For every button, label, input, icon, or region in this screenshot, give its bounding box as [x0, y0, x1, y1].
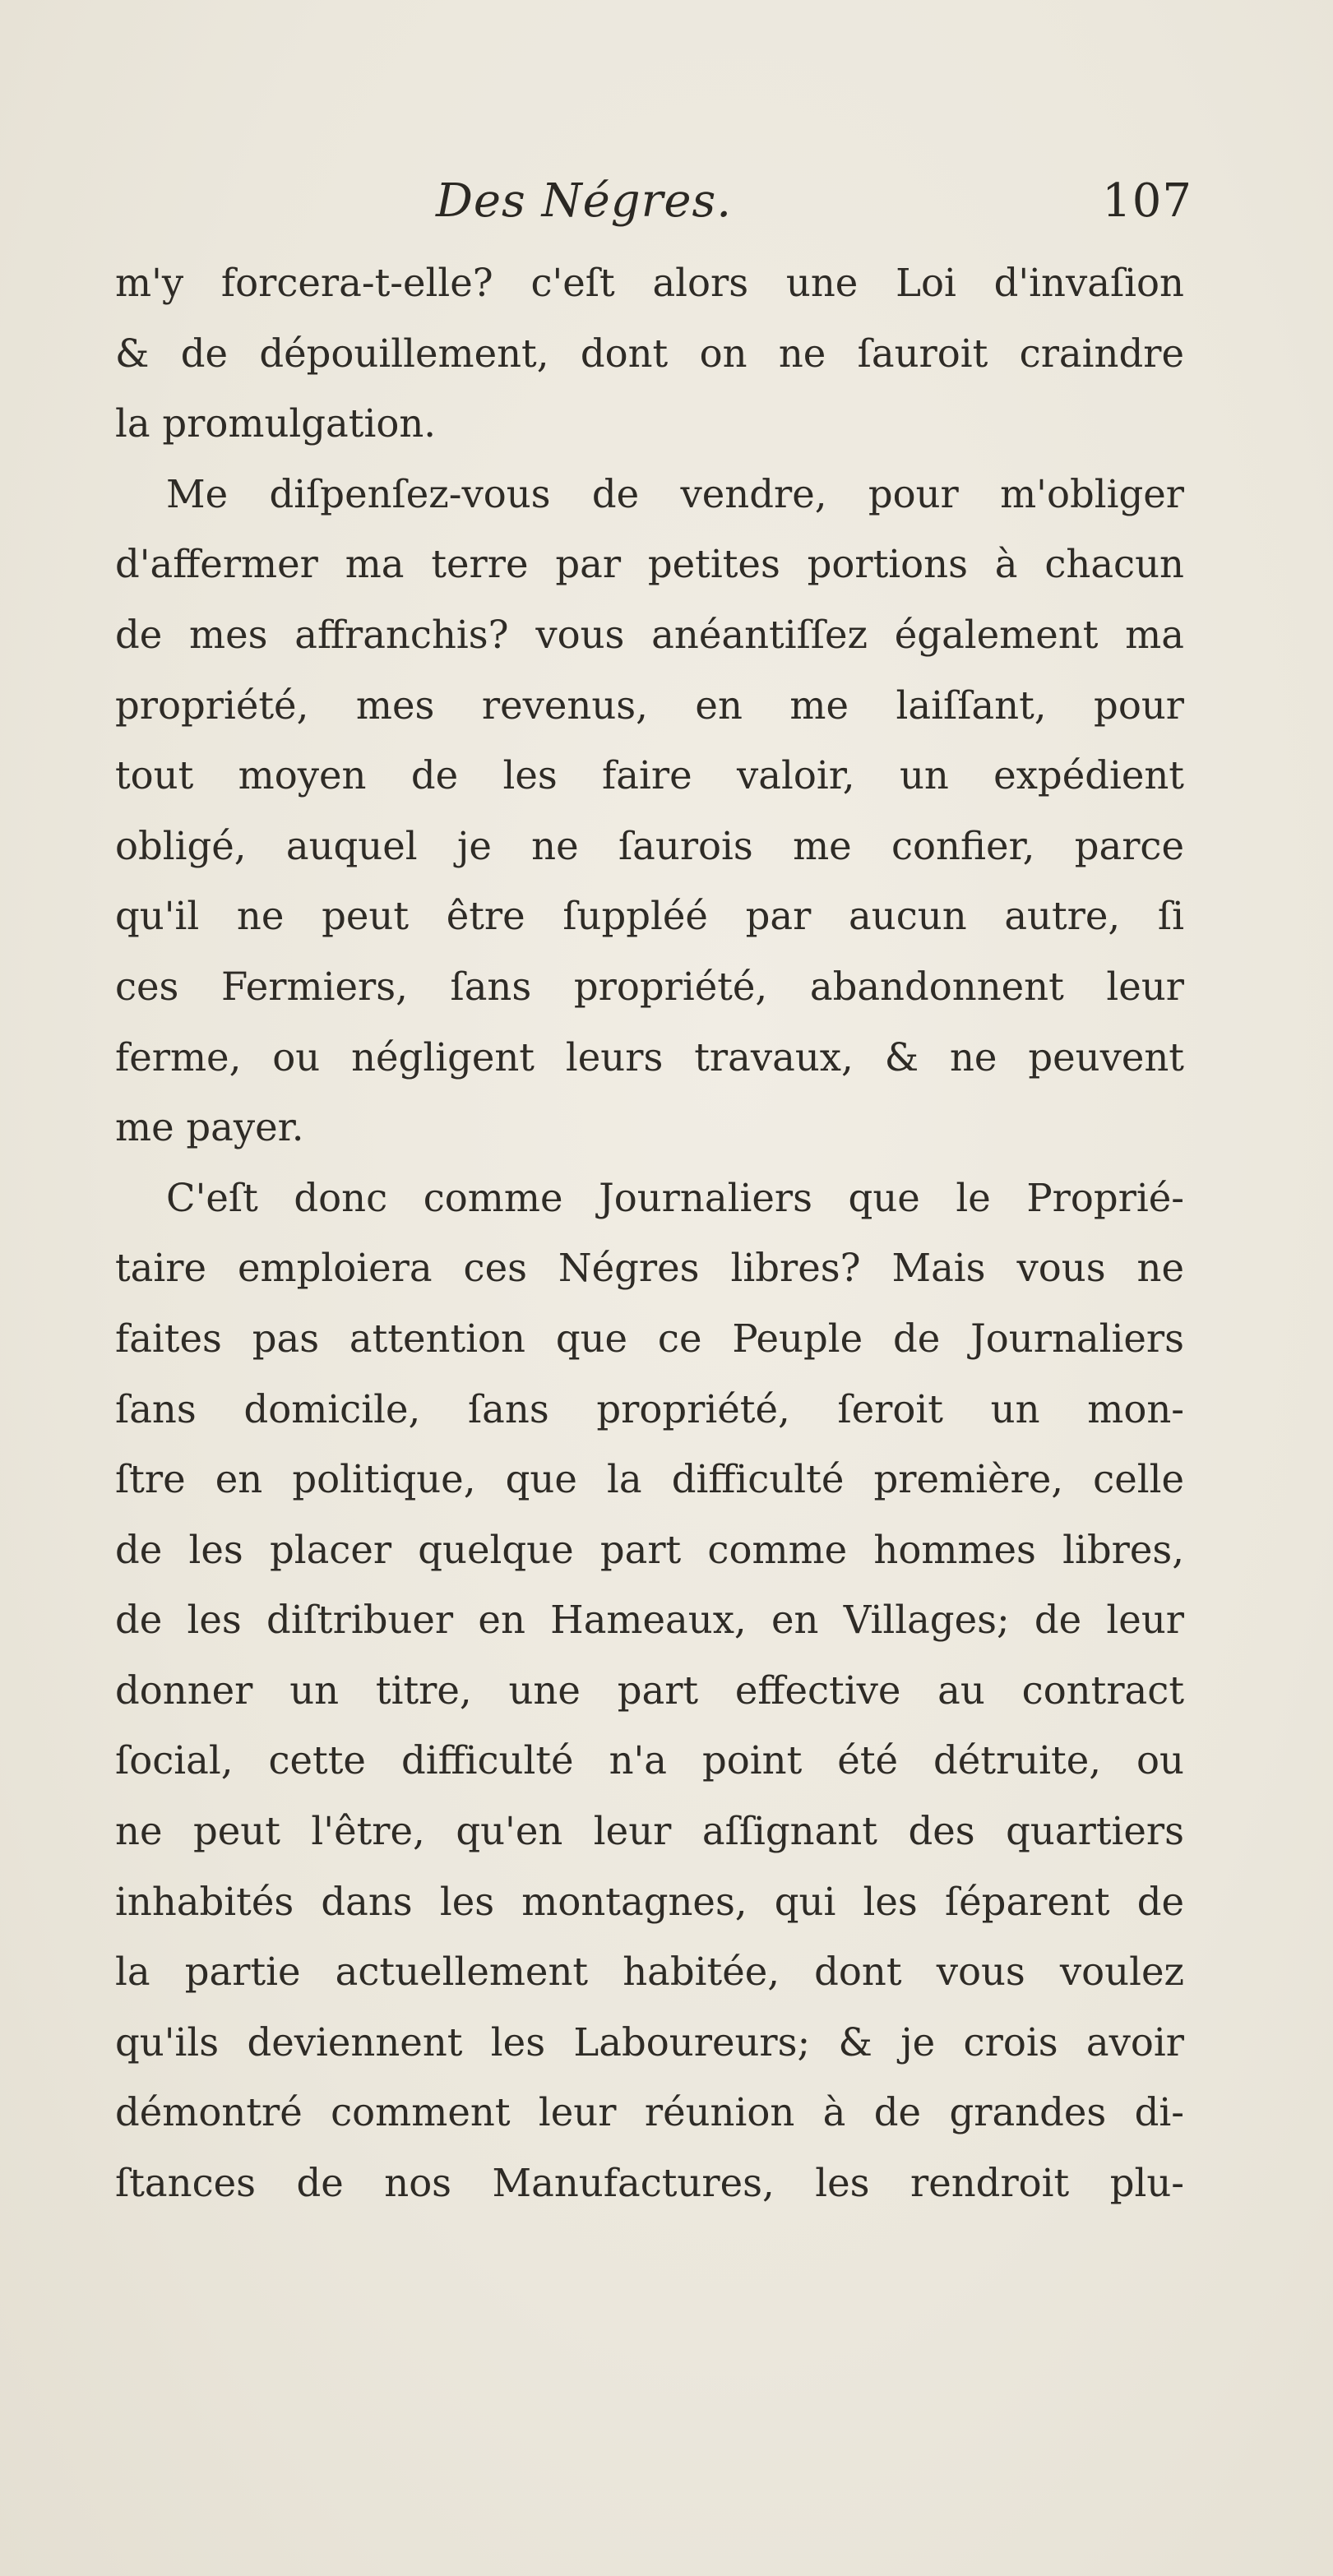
- text-line: m'y forcera-t-elle? c'eſt alors une Loi d'invaſion: [115, 261, 1184, 305]
- text-line: & de dépouillement, dont on ne ſauroit craindre: [115, 331, 1184, 376]
- text-line: d'affermer ma terre par petites portions à chacun: [115, 542, 1184, 587]
- text-line: démontré comment leur réunion à de grandes di-: [115, 2090, 1184, 2135]
- text-line: obligé, auquel je ne ſaurois me confier, parce: [115, 823, 1184, 868]
- text-line: me payer.: [115, 1105, 304, 1150]
- paragraph: [115, 460, 1184, 1163]
- paragraph: [115, 248, 1184, 460]
- text-line: inhabités dans les montagnes, qui les ſéparent de: [115, 1879, 1184, 1924]
- text-line: qu'il ne peut être ſuppléé par aucun autre, ſi: [115, 894, 1184, 939]
- running-title: Des Négres.: [436, 174, 733, 228]
- text-line: la promulgation.: [115, 401, 437, 446]
- text-line: propriété, mes revenus, en me laiſſant, pour: [115, 682, 1184, 728]
- text-line: donner un titre, une part effective au contract: [115, 1667, 1184, 1713]
- text-line: de mes affranchis? vous anéantiſſez également ma: [115, 612, 1184, 657]
- text-line: tout moyen de les faire valoir, un expédient: [115, 753, 1184, 798]
- body-text: [115, 248, 1184, 2219]
- page-number: 107: [1102, 174, 1192, 228]
- text-line: de les diſtribuer en Hameaux, en Villages; de leur: [115, 1598, 1184, 1643]
- text-line: la partie actuellement habitée, dont vous voulez: [115, 1949, 1184, 1995]
- text-line: taire emploiera ces Négres libres? Mais vous ne: [115, 1246, 1184, 1291]
- text-line: C'eſt donc comme Journaliers que le Proprié-: [166, 1175, 1184, 1220]
- text-line: ferme, ou négligent leurs travaux, & ne peuvent: [115, 1034, 1184, 1080]
- text-line: qu'ils deviennent les Laboureurs; & je crois avoir: [115, 2019, 1184, 2065]
- paragraph: [115, 1163, 1184, 2219]
- text-line: Me diſpenſez-vous de vendre, pour m'obliger: [166, 471, 1184, 516]
- text-line: ſocial, cette difficulté n'a point été détruite, ou: [115, 1738, 1184, 1783]
- text-line: ces Fermiers, ſans propriété, abandonnent leur: [115, 964, 1184, 1009]
- text-line: ſans domicile, ſans propriété, ſeroit un mon-: [115, 1386, 1184, 1431]
- text-line: de les placer quelque part comme hommes libres,: [115, 1527, 1184, 1572]
- text-line: ne peut l'être, qu'en leur aſſignant des quartiers: [115, 1809, 1184, 1854]
- text-line: ſtances de nos Manufactures, les rendroit plu-: [115, 2161, 1184, 2206]
- text-line: faites pas attention que ce Peuple de Journaliers: [115, 1316, 1184, 1361]
- text-line: ſtre en politique, que la difficulté première, celle: [115, 1457, 1184, 1502]
- page-header: [107, 174, 1192, 248]
